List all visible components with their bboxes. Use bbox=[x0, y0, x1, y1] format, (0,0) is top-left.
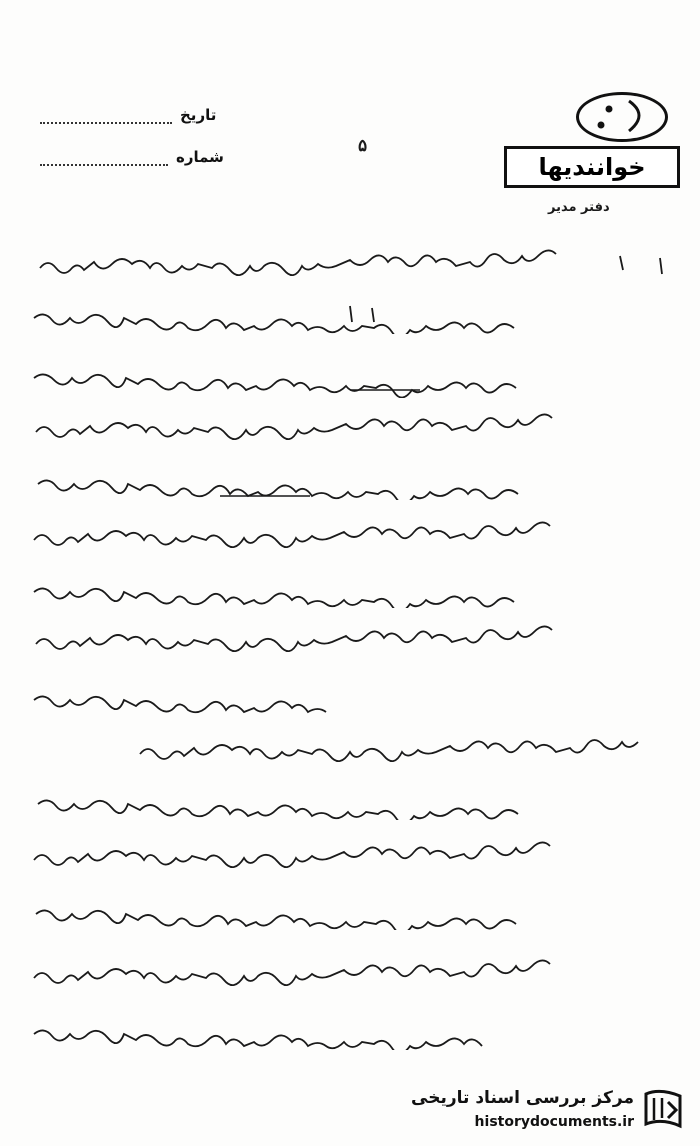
handwriting-line-11 bbox=[20, 786, 690, 820]
handwriting-line-1 bbox=[20, 248, 690, 282]
archive-site: historydocuments.ir bbox=[474, 1114, 634, 1130]
letterhead-logo bbox=[504, 92, 684, 192]
handwriting-line-9 bbox=[20, 682, 690, 716]
handwriting-line-3 bbox=[20, 358, 690, 398]
office-label: دفتر مدیر bbox=[548, 200, 610, 215]
handwriting-line-5 bbox=[20, 466, 690, 500]
handwriting-line-7 bbox=[20, 574, 690, 608]
handwriting-line-2 bbox=[20, 300, 690, 334]
date-dotted-line bbox=[40, 122, 172, 124]
archive-watermark bbox=[404, 1080, 694, 1140]
page-number: ۵ bbox=[358, 136, 368, 156]
handwriting-line-13 bbox=[20, 896, 690, 930]
handwriting-line-12 bbox=[20, 840, 690, 874]
archive-name: مرکز بررسی اسناد تاریخی bbox=[411, 1088, 634, 1108]
handwriting-line-14 bbox=[20, 958, 690, 992]
logo-brand-text: خوانندیها bbox=[538, 153, 646, 181]
handwriting-line-6 bbox=[20, 520, 690, 554]
logo-wordmark bbox=[504, 146, 680, 188]
number-dotted-line bbox=[40, 164, 168, 166]
handwriting-line-10 bbox=[20, 734, 690, 768]
date-label: تاریخ bbox=[180, 106, 217, 124]
logo-emblem bbox=[576, 92, 668, 142]
handwriting-line-8 bbox=[20, 624, 690, 658]
number-label: شماره bbox=[176, 148, 224, 166]
handwriting-line-4 bbox=[20, 412, 690, 446]
archive-book-icon bbox=[640, 1086, 688, 1134]
handwriting-line-15 bbox=[20, 1016, 690, 1050]
